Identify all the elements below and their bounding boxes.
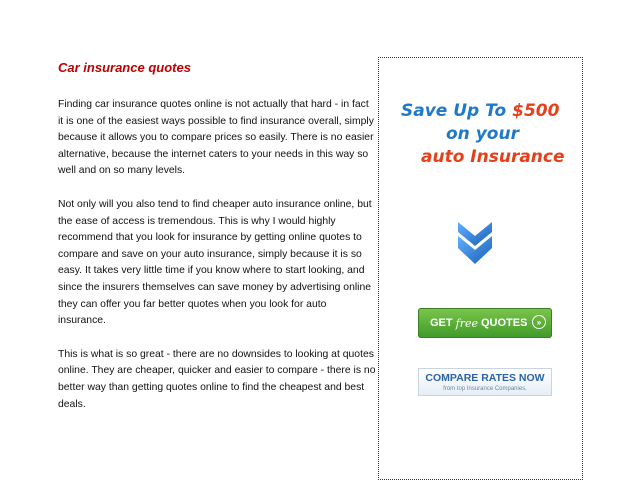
get-free-quotes-button[interactable] bbox=[418, 308, 552, 338]
ad-headline-line3: auto Insurance bbox=[421, 147, 565, 167]
compare-rates-sublabel: from top Insurance Companies. bbox=[443, 386, 527, 392]
ad-amount: $500 bbox=[512, 101, 560, 121]
down-arrow-icon bbox=[456, 220, 494, 271]
ad-headline-line1 bbox=[401, 100, 581, 123]
paragraph-1: Finding car insurance quotes online is not actually that hard - in fact it is one of the easiest ways possible to find insurance overall, simply because it allows you to compare prices so easily. There is no easier alternative, because the internet caters to your needs in this way so well and on so many levels. bbox=[58, 99, 374, 177]
paragraph-3: This is what is so great - there are no downsides to looking at quotes online. They are cheaper, quicker and easier to compare - there is no better way than getting quotes online to find the cheapest and best deals. bbox=[58, 348, 376, 410]
ad-headline bbox=[401, 100, 581, 169]
insurance-ad-banner[interactable] bbox=[378, 57, 583, 480]
compare-rates-button[interactable] bbox=[418, 368, 552, 396]
quotes-label: QUOTES bbox=[480, 317, 528, 329]
article-title: Car insurance quotes bbox=[58, 60, 191, 75]
article bbox=[58, 60, 376, 430]
ad-headline-prefix: Save Up To bbox=[401, 101, 513, 121]
double-chevron-right-icon: » bbox=[532, 315, 546, 329]
ad-headline-line2: on your bbox=[446, 124, 519, 144]
paragraph-2: Not only will you also tend to find cheaper auto insurance online, but the ease of access is tremendous. This is why I would highly recommend that you look for insurance by getting online quotes to compare and save on your auto insurance, simply because it is so easy. It takes very little time if you know where to start looking, and since the insurers themselves can save money by advertising online they can offer you far better quotes when you look for auto insurance. bbox=[58, 198, 372, 327]
compare-rates-label: COMPARE RATES NOW bbox=[425, 372, 545, 384]
free-label: free bbox=[455, 316, 478, 330]
get-label: GET bbox=[430, 317, 453, 329]
